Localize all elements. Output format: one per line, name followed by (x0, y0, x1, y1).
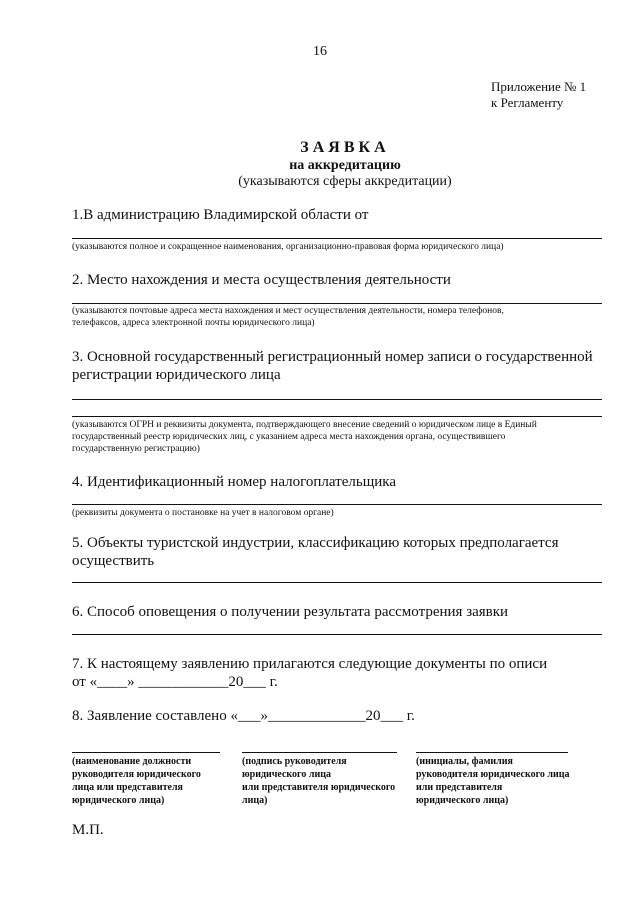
section-5-text-1: 5. Объекты туристской индустрии, классификацию которых предполагается (72, 535, 559, 551)
appendix-reference (491, 79, 586, 111)
document-subtitle: на аккредитацию (289, 158, 401, 173)
signature-caption-line: (наименование должности (72, 756, 192, 767)
signature-caption-line: или представителя (416, 782, 503, 793)
section-3-note-2: государственный реестр юридических лиц, с указанием адреса места нахождения органа, осуществившего (72, 432, 506, 442)
signature-caption-line: лица) (242, 795, 268, 806)
section-2-fill-line[interactable] (72, 303, 602, 304)
section-1-fill-line[interactable] (72, 238, 602, 239)
section-6-fill-line[interactable] (72, 634, 602, 635)
signature-caption-line: лица или представителя (72, 782, 183, 793)
section-7-text-2[interactable]: от «____» ____________20___ г. (72, 674, 278, 690)
section-5-text-2: осуществить (72, 553, 155, 569)
signature-line-position[interactable] (72, 752, 220, 753)
signature-caption-line: юридического лица) (416, 795, 509, 806)
signature-caption-position (72, 755, 201, 807)
appendix-line-2: к Регламенту (491, 95, 564, 110)
stamp-place-label: М.П. (72, 822, 104, 838)
section-4-fill-line[interactable] (72, 504, 602, 505)
signature-caption-line: руководителя юридического (72, 769, 201, 780)
signature-caption-line: или представителя юридического (242, 782, 396, 793)
section-2-note-2: телефаксов, адреса электронной почты юридического лица) (72, 318, 315, 328)
section-1-text: 1.В администрацию Владимирской области от (72, 207, 369, 223)
section-7-text-1: 7. К настоящему заявлению прилагаются следующие документы по описи (72, 656, 548, 672)
section-3-note-3: государственную регистрацию) (72, 444, 200, 454)
section-5-fill-line[interactable] (72, 582, 602, 583)
signature-caption-line: юридического лица) (72, 795, 165, 806)
title-block (0, 139, 640, 190)
signature-caption-line: (подпись руководителя (242, 756, 347, 767)
page-number: 16 (313, 44, 327, 59)
section-1-note: (указываются полное и сокращенное наименования, организационно-правовая форма юридического лица) (72, 242, 504, 252)
section-6-text: 6. Способ оповещения о получении результата рассмотрения заявки (72, 604, 509, 620)
section-2-note-1: (указываются почтовые адреса места нахождения и мест осуществления деятельности, номера телефонов, (72, 306, 504, 316)
section-8-text[interactable]: 8. Заявление составлено «___»_____________20___ г. (72, 708, 415, 724)
signature-caption-sign (242, 755, 395, 807)
signature-caption-line: руководителя юридического лица (416, 769, 570, 780)
section-3-text-1: 3. Основной государственный регистрационный номер записи о государственной (72, 349, 593, 365)
signature-caption-line: (инициалы, фамилия (416, 756, 513, 767)
section-2-text: 2. Место нахождения и места осуществления деятельности (72, 272, 451, 288)
signature-caption-name (416, 755, 570, 807)
section-3-fill-line-1[interactable] (72, 399, 602, 400)
document-subtitle-note: (указываются сферы аккредитации) (238, 174, 452, 189)
document-title: ЗАЯВКА (300, 139, 390, 156)
section-3-fill-line-2[interactable] (72, 416, 602, 417)
section-3-text-2: регистрации юридического лица (72, 367, 281, 383)
section-4-text: 4. Идентификационный номер налогоплательщика (72, 474, 397, 490)
signature-caption-line: юридического лица (242, 769, 331, 780)
section-3-note-1: (указываются ОГРН и реквизиты документа, подтверждающего внесение сведений о юридическом лице в Единый (72, 420, 537, 430)
signature-line-sign[interactable] (242, 752, 397, 753)
section-4-note: (реквизиты документа о постановке на учет в налоговом органе) (72, 508, 334, 518)
signature-line-name[interactable] (416, 752, 568, 753)
appendix-line-1: Приложение № 1 (491, 79, 587, 94)
